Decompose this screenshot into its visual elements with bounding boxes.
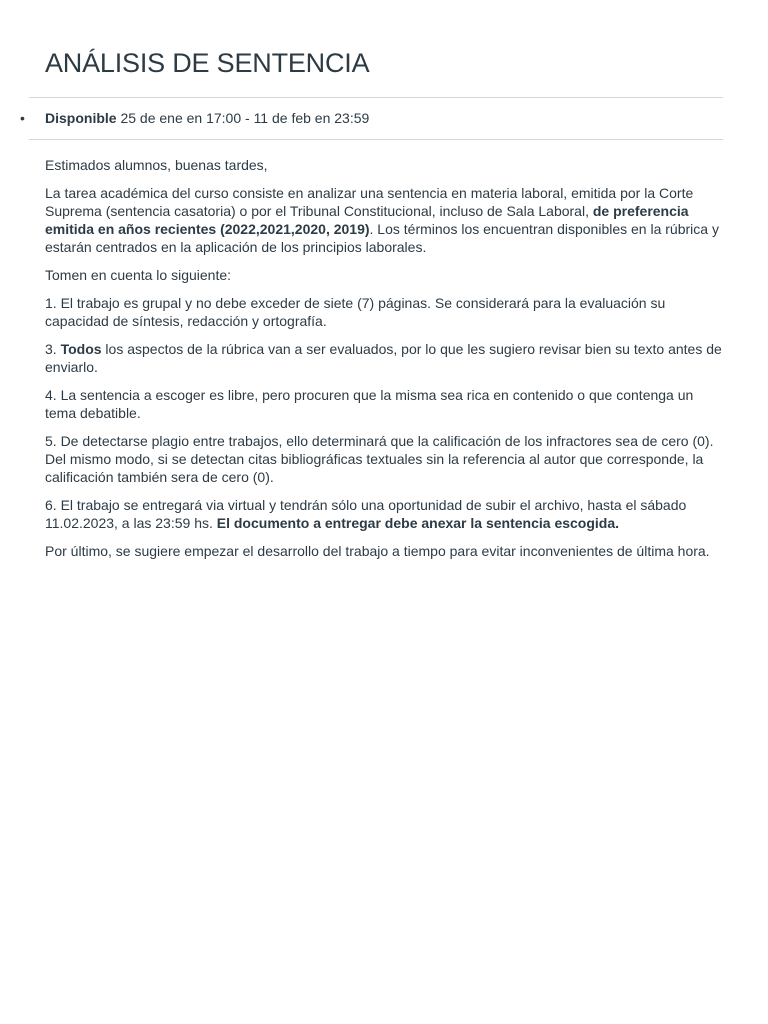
instruction-item-1: 1. El trabajo es grupal y no debe exceder de siete (7) páginas. Se considerará para la evaluación su capacidad de síntesis, redacción y ortografía. xyxy=(45,295,666,329)
instruction-item-3 xyxy=(45,340,725,376)
item-3-number: 3. xyxy=(45,341,61,357)
closing-paragraph: Por último, se sugiere empezar el desarrollo del trabajo a tiempo para evitar inconvenientes de última hora. xyxy=(45,543,710,559)
availability-label: Disponible xyxy=(45,110,117,126)
availability-dates: 25 de ene en 17:00 - 11 de feb en 23:59 xyxy=(120,110,370,126)
instructions-intro: Tomen en cuenta lo siguiente: xyxy=(45,267,232,283)
page-title: ANÁLISIS DE SENTENCIA xyxy=(45,48,370,78)
title-divider xyxy=(29,97,723,98)
item-3-text: los aspectos de la rúbrica van a ser evaluados, por lo que les sugiero revisar bien su texto antes de enviarlo. xyxy=(45,341,722,375)
task-paragraph xyxy=(45,184,725,256)
task-text-end: . Los términos los encuentran disponibles en la rúbrica y estarán centrados en la aplicación de los principios laborales. xyxy=(45,221,719,255)
greeting-paragraph: Estimados alumnos, buenas tardes, xyxy=(45,157,268,173)
item-6-text: 6. El trabajo se entregará via virtual y tendrán sólo una oportunidad de subir el archivo, hasta el sábado 11.02.2023, a las 23:59 hs. xyxy=(45,497,687,531)
assignment-description xyxy=(45,156,725,570)
task-text-start: La tarea académica del curso consiste en analizar una sentencia en materia laboral, emitida por la Corte Suprema (sentencia casatoria) o por el Tribunal Constitucional, incluso de Sala Laboral, xyxy=(45,185,694,219)
bullet-icon: • xyxy=(20,110,25,126)
availability-text xyxy=(45,108,369,128)
item-6-emphasis: El documento a entregar debe anexar la sentencia escogida. xyxy=(216,515,620,531)
instruction-item-4: 4. La sentencia a escoger es libre, pero procuren que la misma sea rica en contenido o que contenga un tema debatible. xyxy=(45,387,694,421)
instruction-item-6 xyxy=(45,496,725,532)
item-3-emphasis: Todos xyxy=(60,341,102,357)
task-text-emphasis: de preferencia emitida en años recientes (2022,2021,2020, 2019) xyxy=(45,203,689,237)
instruction-item-5: 5. De detectarse plagio entre trabajos, ello determinará que la calificación de los infractores sea de cero (0). Del mismo modo, si se detectan citas bibliográficas textuales sin la referencia al autor que corresponde, la calificación también sera de cero (0). xyxy=(45,433,714,485)
availability-row xyxy=(0,108,768,128)
details-divider xyxy=(29,139,723,140)
